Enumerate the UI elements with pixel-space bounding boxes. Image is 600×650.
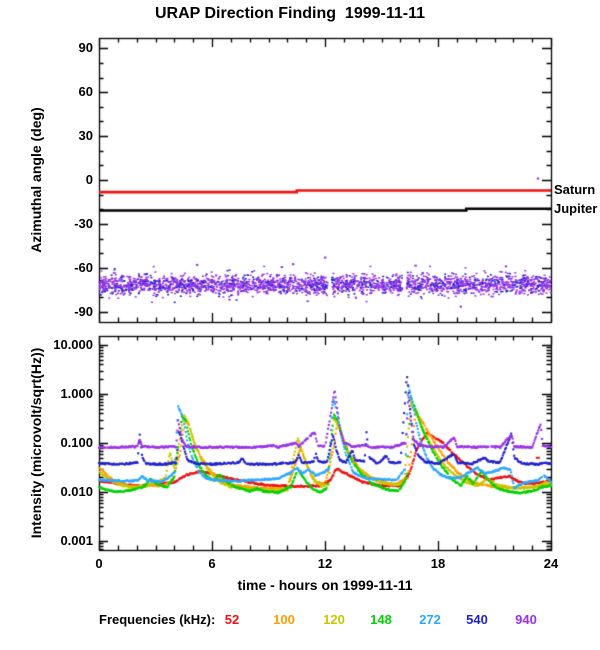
bottom-y-axis-label: Intensity (microvolt/sqrt(Hz)) xyxy=(28,347,44,539)
bottom-y-tick-label: 0.010 xyxy=(60,484,93,500)
bottom-y-tick-label: 0.100 xyxy=(60,435,93,451)
x-tick-label: 0 xyxy=(95,556,103,571)
legend-item-940khz: 940 xyxy=(515,612,537,627)
legend-item-148khz: 148 xyxy=(370,612,392,627)
top-y-tick-label: -90 xyxy=(74,303,93,319)
legend-item-52khz: 52 xyxy=(224,612,240,627)
bottom-y-tick-label: 0.001 xyxy=(60,533,93,549)
bottom-y-tick-label: 1.000 xyxy=(60,385,93,401)
x-tick-label: 24 xyxy=(543,556,559,571)
saturn-line-label: Saturn xyxy=(554,182,596,197)
jupiter-line-label: Jupiter xyxy=(554,201,598,216)
top-y-tick-label: 0 xyxy=(85,172,93,187)
top-y-tick-label: 90 xyxy=(78,40,93,56)
top-y-tick-label: 60 xyxy=(78,84,93,100)
legend-item-540khz: 540 xyxy=(466,612,488,627)
page-title: URAP Direction Finding 1999-11-11 xyxy=(154,5,426,22)
x-tick-label: 18 xyxy=(430,556,446,571)
legend-item-120khz: 120 xyxy=(323,612,345,627)
x-tick-label: 6 xyxy=(208,556,216,571)
top-y-axis-label: Azimuthal angle (deg) xyxy=(28,107,44,253)
x-axis-label: time - hours on 1999-11-11 xyxy=(237,577,413,593)
bottom-y-tick-label: 10.000 xyxy=(53,336,93,352)
x-tick-label: 12 xyxy=(317,556,333,571)
legend-title: Frequencies (kHz): xyxy=(99,612,216,627)
top-y-tick-label: -60 xyxy=(74,259,93,275)
top-y-tick-label: -30 xyxy=(74,215,93,231)
top-y-tick-label: 30 xyxy=(78,128,93,144)
legend-item-100khz: 100 xyxy=(273,612,295,627)
legend-item-272khz: 272 xyxy=(419,612,441,627)
